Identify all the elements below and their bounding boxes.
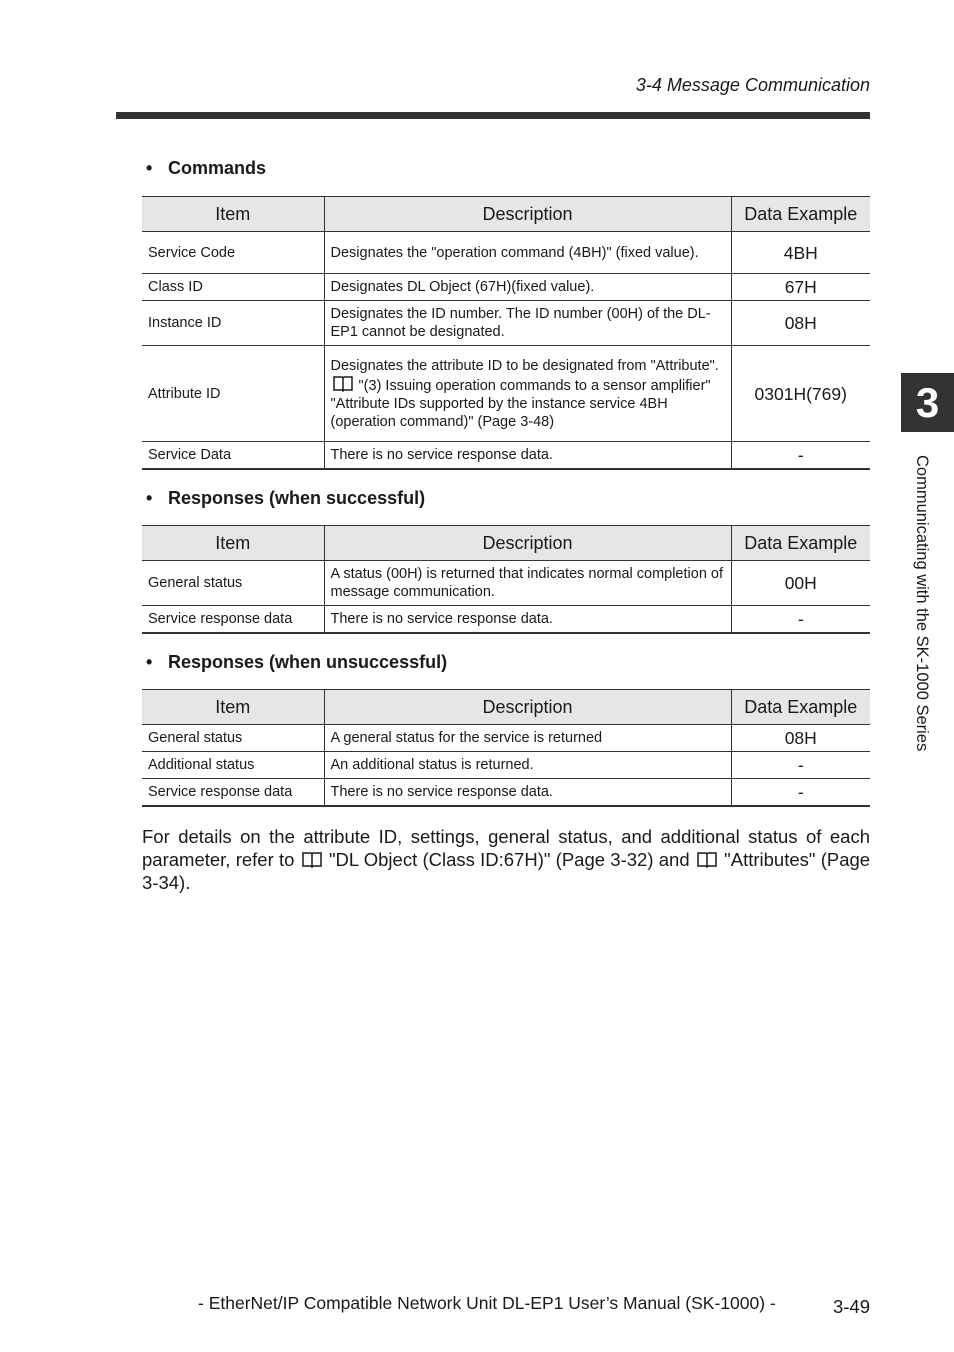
paragraph-text: For details on the attribute ID, settings, general status, and additional status of each parameter, refer to <box>142 826 870 870</box>
table-row <box>142 606 870 634</box>
cell-description: There is no service response data. <box>324 779 731 807</box>
responses-unsuccessful-table <box>142 689 870 807</box>
cell-data-example: - <box>731 752 870 779</box>
column-header-item: Item <box>142 526 324 561</box>
cell-data-example: - <box>731 606 870 634</box>
table-header-row <box>142 690 870 725</box>
cell-description: There is no service response data. <box>324 606 731 634</box>
chapter-tab: 3 <box>901 373 954 432</box>
column-header-item: Item <box>142 197 324 232</box>
cell-data-example: - <box>731 442 870 470</box>
bullet-icon: • <box>146 158 153 178</box>
book-icon <box>697 851 717 868</box>
table-row <box>142 232 870 274</box>
cell-data-example: 08H <box>731 725 870 752</box>
header-rule <box>116 112 870 119</box>
section-heading-label: Responses (when successful) <box>168 488 426 508</box>
cell-item: Instance ID <box>142 301 324 346</box>
description-text: Designates the attribute ID to be designated from "Attribute". <box>330 357 719 374</box>
table-row <box>142 779 870 807</box>
cell-description: A status (00H) is returned that indicates normal completion of message communication. <box>324 561 731 606</box>
book-icon <box>302 851 322 868</box>
section-heading-responses-unsuccessful <box>146 652 447 673</box>
section-heading-label: Responses (when unsuccessful) <box>168 652 448 672</box>
description-reference-text: "(3) Issuing operation commands to a sensor amplifier" "Attribute IDs supported by the instance service 4BH (operation command)" (Page 3-48) <box>330 377 711 430</box>
column-header-description: Description <box>324 197 731 232</box>
page-number: 3-49 <box>832 1296 870 1317</box>
table-row <box>142 752 870 779</box>
commands-table <box>142 196 870 470</box>
reference-paragraph <box>142 825 870 894</box>
column-header-description: Description <box>324 526 731 561</box>
book-icon <box>333 375 353 392</box>
column-header-description: Description <box>324 690 731 725</box>
column-header-data-example: Data Example <box>731 197 870 232</box>
cell-description: There is no service response data. <box>324 442 731 470</box>
responses-successful-table <box>142 525 870 634</box>
reference-link-dl-object: "DL Object (Class ID:67H)" (Page 3-32) and <box>328 849 690 870</box>
bullet-icon: • <box>146 488 153 508</box>
cell-item: Class ID <box>142 274 324 301</box>
table-row <box>142 725 870 752</box>
cell-description: A general status for the service is returned <box>324 725 731 752</box>
column-header-item: Item <box>142 690 324 725</box>
table-row <box>142 561 870 606</box>
cell-description <box>324 346 731 442</box>
cell-item: Additional status <box>142 752 324 779</box>
chapter-title-vertical: Communicating with the SK-1000 Series <box>913 455 931 752</box>
table-header-row <box>142 197 870 232</box>
section-heading-responses-successful <box>146 488 425 509</box>
section-heading-commands <box>146 158 266 179</box>
column-header-data-example: Data Example <box>731 526 870 561</box>
cell-data-example: 4BH <box>731 232 870 274</box>
reference-link-attributes: "Attributes" (Page 3-34). <box>142 849 871 893</box>
cell-description: Designates the "operation command (4BH)" (fixed value). <box>324 232 731 274</box>
cell-item: Service Data <box>142 442 324 470</box>
cell-description: Designates DL Object (67H)(fixed value). <box>324 274 731 301</box>
cell-description: Designates the ID number. The ID number (00H) of the DL-EP1 cannot be designated. <box>324 301 731 346</box>
cell-description: An additional status is returned. <box>324 752 731 779</box>
cell-data-example: 0301H(769) <box>731 346 870 442</box>
table-row <box>142 274 870 301</box>
section-heading-label: Commands <box>168 158 267 178</box>
cell-item: Service response data <box>142 779 324 807</box>
cell-data-example: 08H <box>731 301 870 346</box>
running-header: 3-4 Message Communication <box>635 75 870 95</box>
table-row <box>142 442 870 470</box>
bullet-icon: • <box>146 652 153 672</box>
cell-data-example: - <box>731 779 870 807</box>
cell-data-example: 00H <box>731 561 870 606</box>
cell-item: Service response data <box>142 606 324 634</box>
footer-manual-title: - EtherNet/IP Compatible Network Unit DL-EP1 User’s Manual (SK-1000) - <box>198 1293 776 1313</box>
table-row <box>142 301 870 346</box>
cell-item: Attribute ID <box>142 346 324 442</box>
table-header-row <box>142 526 870 561</box>
table-row <box>142 346 870 442</box>
cell-data-example: 67H <box>731 274 870 301</box>
cell-item: General status <box>142 725 324 752</box>
column-header-data-example: Data Example <box>731 690 870 725</box>
cell-item: General status <box>142 561 324 606</box>
cell-item: Service Code <box>142 232 324 274</box>
